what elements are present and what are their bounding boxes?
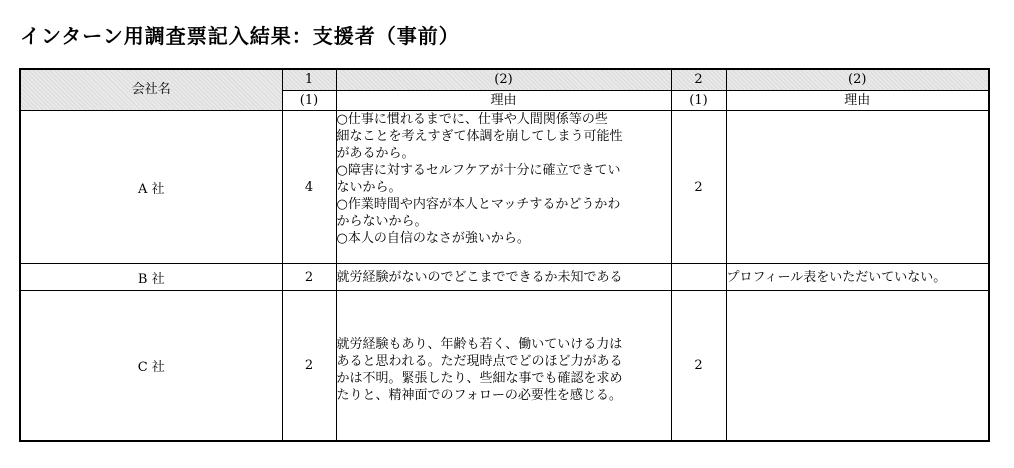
company-name-cell: C 社 (20, 291, 282, 441)
q1-score-cell: 2 (282, 264, 336, 291)
q1-score-cell: 2 (282, 291, 336, 441)
q1-reason-label-header: 理由 (336, 91, 671, 111)
q2-reason-number-header: (2) (726, 69, 989, 91)
q2-reason-label-header: 理由 (726, 91, 989, 111)
survey-results-table (19, 68, 990, 442)
q2-score-cell: 2 (671, 291, 726, 441)
q2-reason-cell (726, 291, 989, 441)
q1-reason-number-header: (2) (336, 69, 671, 91)
company-name-cell: A 社 (20, 111, 282, 264)
q1-reason-cell (336, 291, 671, 441)
reason-line: ○仕事に慣れるまでに、仕事や人間関係等の些 (336, 112, 608, 127)
q1-reason-cell (336, 264, 671, 291)
company-column-header: 会社名 (20, 69, 282, 111)
q2-sub1-header: (1) (671, 91, 726, 111)
q1-number-header: 1 (282, 69, 336, 91)
q1-sub1-header: (1) (282, 91, 336, 111)
q2-score-cell (671, 264, 726, 291)
reason-line: たりと、精神面でのフォローの必要性を感じる。 (336, 388, 622, 404)
reason-line: ないから。 (336, 180, 402, 195)
header-row-1 (20, 69, 989, 91)
q2-reason-cell: プロフィール表をいただいていない。 (726, 264, 989, 291)
q2-number-header: 2 (671, 69, 726, 91)
q1-reason-cell (336, 111, 671, 264)
reason-line: ○作業時間や内容が本人とマッチするかどうかわ (336, 197, 621, 212)
reason-line: かは不明。緊張したり、些細な事でも確認を求め (336, 371, 623, 387)
q2-score-cell: 2 (671, 111, 726, 264)
reason-line: 就労経験がないのでどこまでできるか未知である (336, 269, 623, 285)
table-row-company-a (20, 111, 989, 264)
table-row-company-b (20, 264, 989, 291)
reason-line: ○障害に対するセルフケアが十分に確立できてい (336, 163, 621, 178)
q2-reason-cell (726, 111, 989, 264)
reason-line: 細なことを考えすぎて体調を崩してしまう可能性 (336, 129, 623, 144)
reason-line: 就労経験もあり、年齢も若く、働いていける力は (336, 337, 623, 353)
company-name-cell: B 社 (20, 264, 282, 291)
reason-line: あると思われる。ただ現時点でどのほど力がある (336, 354, 623, 370)
q1-score-cell: 4 (282, 111, 336, 264)
reason-line: があるから。 (336, 146, 415, 161)
table-row-company-c (20, 291, 989, 441)
reason-line: からないから。 (336, 214, 428, 229)
page-title: インターン用調査票記入結果：支援者（事前） (20, 24, 460, 48)
reason-line: ○本人の自信のなさが強いから。 (336, 231, 530, 246)
